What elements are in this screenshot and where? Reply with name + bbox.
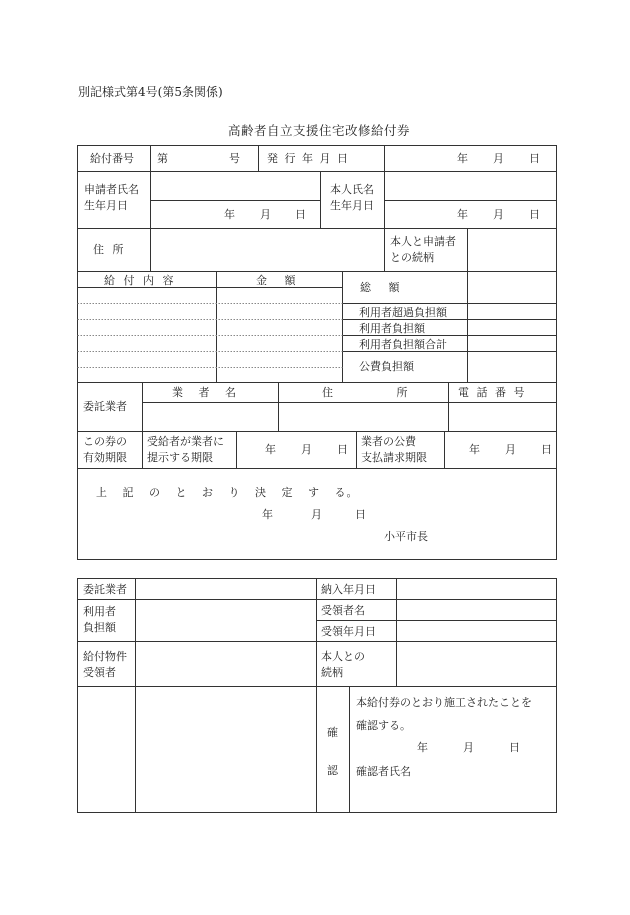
nen-label: 年 (469, 443, 480, 456)
kingaku-header: 金 額 (256, 274, 296, 287)
hi-label: 日 (529, 208, 540, 221)
confirm-nen: 年 (417, 741, 428, 754)
itaku-label: 委託業者 (83, 400, 127, 413)
confirm-statement-2: 確認する。 (356, 719, 411, 732)
futan-gokei-label: 利用者負担額合計 (359, 338, 447, 351)
tsuki-label: 月 (493, 208, 504, 221)
teiji-label-1: 受給者が業者に (147, 435, 224, 448)
nin-label: 認 (327, 764, 338, 777)
tsuki-label: 月 (301, 443, 312, 456)
nen-label: 年 (457, 208, 468, 221)
denwa-header: 電 話 番 号 (458, 386, 525, 399)
kouhi-label: 公費負担額 (359, 360, 414, 373)
lower-blank-cell-middle[interactable] (136, 687, 316, 812)
hi-label: 日 (295, 208, 306, 221)
hakko-date-label: 発 行 年 月 日 (267, 152, 348, 165)
kettei-tsuki: 月 (311, 508, 322, 521)
tsuki-label: 月 (493, 152, 504, 165)
lower-zokugara-field[interactable] (397, 642, 556, 686)
seikyu-label-1: 業者の公費 (361, 435, 416, 448)
lower-itaku-field[interactable] (136, 579, 316, 599)
lower-itaku-label: 委託業者 (83, 583, 127, 596)
tsuki-label: 月 (505, 443, 516, 456)
confirm-hi: 日 (509, 741, 520, 754)
shinseisha-name-label: 申請者氏名 (84, 183, 139, 196)
honnin-birth-label: 生年月日 (330, 199, 374, 212)
juryou-sha-label: 受領者名 (321, 604, 365, 617)
tsuki-label: 月 (260, 208, 271, 221)
juryou-sha-field[interactable] (397, 600, 556, 620)
confirm-tsuki: 月 (463, 741, 474, 754)
yuko-label-1: この券の (83, 435, 127, 448)
kakuninsha-label: 確認者氏名 (356, 765, 411, 778)
chouka-label: 利用者超過負担額 (359, 306, 447, 319)
sogaku-label: 総 額 (360, 281, 400, 294)
bukken-label-2: 受領者 (83, 666, 116, 679)
hi-label: 日 (541, 443, 552, 456)
nonyu-field[interactable] (397, 579, 556, 599)
dai-label: 第 (157, 152, 168, 165)
lower-blank-cell-left[interactable] (78, 687, 135, 812)
lower-zokugara-label-2: 続柄 (321, 666, 343, 679)
zokugara-label-2: との続柄 (390, 251, 434, 264)
confirm-statement-1: 本給付券のとおり施工されたことを (356, 696, 532, 709)
futan-label: 利用者負担額 (359, 322, 425, 335)
go-label: 号 (229, 152, 240, 165)
yuko-label-2: 有効期限 (83, 451, 127, 464)
lower-zokugara-label-1: 本人との (321, 650, 365, 663)
kettei-statement: 上 記 の と お り 決 定 す る。 (96, 486, 359, 499)
form-reference: 別記様式第4号(第5条関係) (78, 85, 223, 99)
kettei-nen: 年 (262, 508, 273, 521)
juryou-bi-field[interactable] (397, 621, 556, 641)
hi-label: 日 (529, 152, 540, 165)
kyufu-naiyo-header: 給 付 内 容 (104, 274, 174, 287)
honnin-name-label: 本人氏名 (330, 183, 374, 196)
riyousha-label-2: 負担額 (83, 621, 116, 634)
mayor-signature: 小平市長 (384, 530, 428, 543)
riyousha-futan-field[interactable] (136, 600, 316, 641)
kaku-label: 確 (327, 726, 338, 739)
zokugara-label-1: 本人と申請者 (390, 235, 456, 248)
nen-label: 年 (224, 208, 235, 221)
form-title: 高齢者自立支援住宅改修給付券 (228, 123, 411, 138)
seikyu-label-2: 支払請求期限 (361, 451, 427, 464)
shinseisha-birth-label: 生年月日 (84, 199, 128, 212)
riyousha-label-1: 利用者 (83, 605, 116, 618)
confirmation-cell[interactable] (350, 687, 556, 812)
bukken-field[interactable] (136, 642, 316, 686)
kyufu-bango-label: 給付番号 (90, 152, 134, 165)
jusho-label: 住 所 (93, 243, 124, 256)
hi-label: 日 (337, 443, 348, 456)
nen-label: 年 (457, 152, 468, 165)
juryou-bi-label: 受領年月日 (321, 625, 376, 638)
kettei-hi: 日 (355, 508, 366, 521)
teiji-label-2: 提示する期限 (147, 451, 213, 464)
nonyu-label: 納入年月日 (321, 583, 376, 596)
jusho-header: 住 所 (322, 386, 408, 399)
nen-label: 年 (265, 443, 276, 456)
bukken-label-1: 給付物件 (83, 650, 127, 663)
gyosha-mei-header: 業 者 名 (172, 386, 236, 399)
